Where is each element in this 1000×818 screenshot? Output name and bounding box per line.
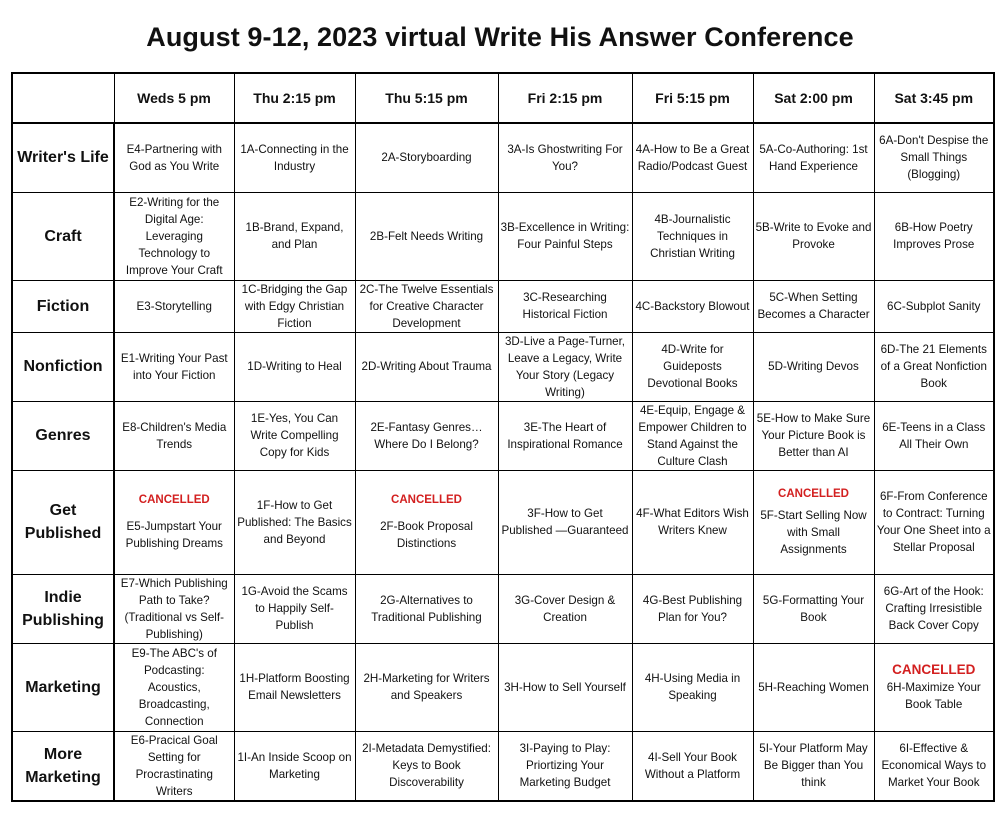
session-title: E9-The ABC's of Podcasting: Acoustics, Broadcasting, Connection <box>131 646 217 728</box>
session-title: 2I-Metadata Demystified: Keys to Book Discoverability <box>362 742 491 789</box>
schedule-row <box>12 731 994 801</box>
session-title: 5I-Your Platform May Be Bigger than You think <box>759 742 868 789</box>
session-title: 3C-Researching Historical Fiction <box>522 291 608 321</box>
session-cell <box>498 470 632 574</box>
session-cell <box>632 470 753 574</box>
schedule-row <box>12 574 994 643</box>
cancelled-label: CANCELLED <box>892 662 976 677</box>
session-cell <box>234 574 355 643</box>
session-cell <box>234 280 355 332</box>
session-cell <box>874 731 994 801</box>
session-title: 6I-Effective & Economical Ways to Market Your Book <box>881 742 987 789</box>
session-title: 2G-Alternatives to Traditional Publishing <box>371 593 482 624</box>
schedule-row <box>12 401 994 470</box>
session-title: 6C-Subplot Sanity <box>887 299 981 313</box>
session-cell <box>753 401 874 470</box>
session-title: 3D-Live a Page-Turner, Leave a Legacy, Write Your Story (Legacy Writing) <box>504 334 626 399</box>
session-title: 1B-Brand, Expand, and Plan <box>245 221 344 251</box>
session-cell <box>114 470 234 574</box>
session-cell <box>874 470 994 574</box>
session-title: 1F-How to Get Published: The Basics and Beyond <box>237 498 352 546</box>
session-title: 1A-Connecting in the Industry <box>240 142 349 173</box>
schedule-body <box>12 123 994 801</box>
session-cell <box>498 280 632 332</box>
session-title: E8-Children's Media Trends <box>122 420 227 451</box>
session-cell <box>234 470 355 574</box>
track-label: Indie Publishing <box>12 574 114 643</box>
session-title: 5B-Write to Evoke and Provoke <box>755 221 872 251</box>
session-cell <box>114 731 234 801</box>
session-cell <box>874 332 994 401</box>
cancelled-label: CANCELLED <box>778 488 849 500</box>
column-header: Sat 2:00 pm <box>753 73 874 123</box>
page-title: August 9-12, 2023 virtual Write His Answer Conference <box>146 22 854 52</box>
session-title: 1E-Yes, You Can Write Compelling Copy for Kids <box>250 412 339 459</box>
track-label: Get Published <box>12 470 114 574</box>
session-cell <box>355 123 498 192</box>
session-title: 2H-Marketing for Writers and Speakers <box>363 672 490 702</box>
cancelled-label: CANCELLED <box>138 494 210 506</box>
session-title: 5D-Writing Devos <box>768 360 859 373</box>
session-title: E7-Which Publishing Path to Take? (Traditional vs Self-Publishing) <box>120 576 228 641</box>
session-cell <box>498 643 632 731</box>
session-title: E3-Storytelling <box>136 299 212 313</box>
schedule-row <box>12 470 994 574</box>
header-row <box>12 73 994 123</box>
session-title: 6E-Teens in a Class All Their Own <box>882 420 986 451</box>
session-cell <box>498 123 632 192</box>
session-cell <box>753 470 874 574</box>
column-header: Weds 5 pm <box>114 73 234 123</box>
session-cell <box>874 574 994 643</box>
session-cell <box>114 401 234 470</box>
session-title: 4D-Write for Guideposts Devotional Books <box>647 343 738 390</box>
schedule-row <box>12 332 994 401</box>
session-title: 2D-Writing About Trauma <box>361 360 492 373</box>
session-title: 4F-What Editors Wish Writers Knew <box>636 507 749 537</box>
session-cell <box>632 643 753 731</box>
session-cell <box>114 123 234 192</box>
session-title: 5A-Co-Authoring: 1st Hand Experience <box>759 142 868 173</box>
cancelled-label: CANCELLED <box>391 494 462 506</box>
session-title: 3I-Paying to Play: Priortizing Your Marketing Budget <box>519 742 611 789</box>
session-title: 1G-Avoid the Scams to Happily Self-Publish <box>241 585 348 632</box>
session-cell <box>753 574 874 643</box>
session-cell <box>114 574 234 643</box>
session-title: E2-Writing for the Digital Age: Leveraging Technology to Improve Your Craft <box>125 195 223 277</box>
session-cell <box>114 643 234 731</box>
session-cell <box>234 643 355 731</box>
session-title: 6B-How Poetry Improves Prose <box>893 221 975 251</box>
track-label: Marketing <box>12 643 114 731</box>
session-cell <box>234 401 355 470</box>
session-title: 3A-Is Ghostwriting For You? <box>507 142 623 173</box>
session-cell <box>498 574 632 643</box>
session-cell <box>874 401 994 470</box>
session-title: 1H-Platform Boosting Email Newsletters <box>239 672 350 702</box>
track-label: Genres <box>12 401 114 470</box>
schedule-table <box>11 72 995 802</box>
session-title: 5C-When Setting Becomes a Character <box>757 291 870 321</box>
session-cell <box>114 280 234 332</box>
session-cell <box>632 192 753 280</box>
session-title: 5H-Reaching Women <box>758 680 869 694</box>
session-cell <box>632 574 753 643</box>
session-title: 6G-Art of the Hook: Crafting Irresistible Back Cover Copy <box>883 585 984 632</box>
session-title: 3H-How to Sell Yourself <box>504 680 626 694</box>
session-cell <box>753 643 874 731</box>
column-header: Thu 5:15 pm <box>355 73 498 123</box>
session-cell <box>874 280 994 332</box>
session-title: 4H-Using Media in Speaking <box>644 672 741 702</box>
corner-cell <box>12 73 114 123</box>
track-label: Craft <box>12 192 114 280</box>
session-cell <box>234 731 355 801</box>
schedule-row <box>12 643 994 731</box>
column-header: Fri 2:15 pm <box>498 73 632 123</box>
session-title: 6F-From Conference to Contract: Turning Your One Sheet into a Stellar Proposal <box>876 490 991 554</box>
session-cell <box>632 280 753 332</box>
session-title: 4A-How to Be a Great Radio/Podcast Guest <box>635 142 750 173</box>
session-cell <box>355 280 498 332</box>
session-title: 5E-How to Make Sure Your Picture Book is Better than AI <box>756 412 871 459</box>
session-title: E6-Pracical Goal Setting for Procrastinating Writers <box>130 733 218 798</box>
session-cell <box>753 123 874 192</box>
session-title: 4E-Equip, Engage & Empower Children to Stand Against the Culture Clash <box>638 403 747 468</box>
session-cell <box>753 280 874 332</box>
session-cell <box>753 731 874 801</box>
session-cell <box>498 192 632 280</box>
session-title: E4-Partnering with God as You Write <box>126 142 222 173</box>
session-cell <box>753 332 874 401</box>
session-cell <box>498 401 632 470</box>
session-cell <box>874 192 994 280</box>
session-cell <box>234 192 355 280</box>
session-cell <box>632 332 753 401</box>
session-cell <box>874 123 994 192</box>
session-cell <box>355 470 498 574</box>
session-cell <box>114 332 234 401</box>
column-header: Sat 3:45 pm <box>874 73 994 123</box>
session-title: 2F-Book Proposal Distinctions <box>380 520 473 550</box>
session-title: E1-Writing Your Past into Your Fiction <box>120 351 228 382</box>
session-cell <box>632 731 753 801</box>
session-cell <box>632 401 753 470</box>
session-cell <box>355 643 498 731</box>
session-cell <box>234 123 355 192</box>
session-cell <box>234 332 355 401</box>
schedule-row <box>12 280 994 332</box>
session-title: 1D-Writing to Heal <box>247 360 342 373</box>
session-title: 6H-Maximize Your Book Table <box>886 681 981 711</box>
column-header: Thu 2:15 pm <box>234 73 355 123</box>
session-title: 1I-An Inside Scoop on Marketing <box>237 750 352 781</box>
session-title: 3B-Excellence in Writing: Four Painful Steps <box>500 221 630 251</box>
session-title: 2E-Fantasy Genres… Where Do I Belong? <box>370 420 483 451</box>
session-title: 3E-The Heart of Inspirational Romance <box>507 420 623 451</box>
track-label: Writer's Life <box>12 123 114 192</box>
session-title: 5G-Formatting Your Book <box>762 593 865 624</box>
session-title: 4B-Journalistic Techniques in Christian Writing <box>650 212 735 260</box>
session-title: 1C-Bridging the Gap with Edgy Christian Fiction <box>241 282 348 330</box>
session-title: 4C-Backstory Blowout <box>635 299 750 313</box>
session-cell <box>114 192 234 280</box>
session-cell <box>355 574 498 643</box>
session-cell <box>355 192 498 280</box>
session-title: 3F-How to Get Published —Guaranteed <box>501 507 629 537</box>
session-cell <box>632 123 753 192</box>
session-cell <box>355 401 498 470</box>
session-title: 6A-Don't Despise the Small Things (Blogging) <box>879 134 989 182</box>
session-title: 2A-Storyboarding <box>381 151 472 165</box>
session-cell <box>753 192 874 280</box>
session-title: 2B-Felt Needs Writing <box>369 229 484 243</box>
session-cell <box>498 731 632 801</box>
column-header: Fri 5:15 pm <box>632 73 753 123</box>
schedule-row <box>12 123 994 192</box>
session-cell <box>874 643 994 731</box>
session-cell <box>498 332 632 401</box>
session-title: 3G-Cover Design & Creation <box>514 593 616 624</box>
session-cell <box>355 731 498 801</box>
session-title: E5-Jumpstart Your Publishing Dreams <box>125 520 223 550</box>
session-title: 6D-The 21 Elements of a Great Nonfiction Book <box>880 343 987 390</box>
session-title: 2C-The Twelve Essentials for Creative Character Development <box>359 282 494 330</box>
track-label: Nonfiction <box>12 332 114 401</box>
session-title: 5F-Start Selling Now with Small Assignments <box>760 509 867 556</box>
session-title: 4I-Sell Your Book Without a Platform <box>644 750 741 781</box>
track-label: More Marketing <box>12 731 114 801</box>
session-cell <box>355 332 498 401</box>
track-label: Fiction <box>12 280 114 332</box>
session-title: 4G-Best Publishing Plan for You? <box>642 593 743 624</box>
schedule-row <box>12 192 994 280</box>
